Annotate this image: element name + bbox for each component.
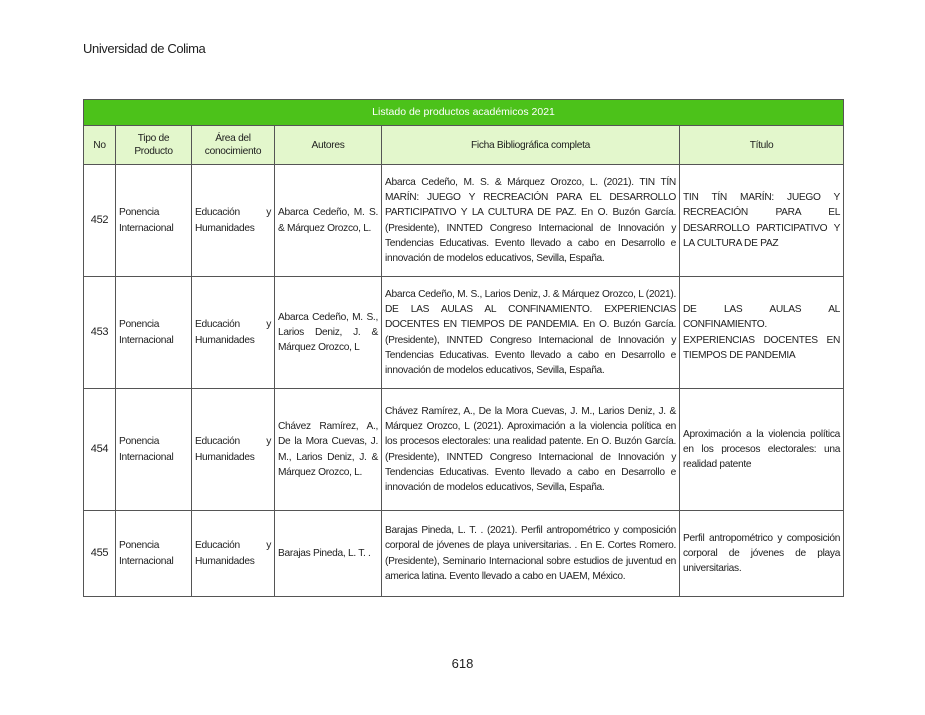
table-row: [84, 165, 844, 277]
row-autores: Abarca Cedeño, M. S. & Márquez Orozco, L.: [275, 165, 382, 277]
row-autores: Abarca Cedeño, M. S., Larios Deniz, J. & Márquez Orozco, L: [275, 277, 382, 389]
table-row: [84, 511, 844, 597]
row-tipo: Ponencia Internacional: [116, 277, 192, 389]
table-row: [84, 389, 844, 511]
column-header-ficha: Ficha Bibliográfica completa: [382, 126, 680, 165]
row-area: Educación y Humanidades: [192, 165, 275, 277]
row-titulo: DE LAS AULAS AL CONFINAMIENTO. EXPERIENCIAS DOCENTES EN TIEMPOS DE PANDEMIA: [680, 277, 844, 389]
row-area: Educación y Humanidades: [192, 277, 275, 389]
row-titulo: Perfil antropométrico y composición corporal de jóvenes de playa universitarias.: [680, 511, 844, 597]
row-ficha: Abarca Cedeño, M. S., Larios Deniz, J. & Márquez Orozco, L (2021). DE LAS AULAS AL CONFINAMIENTO. EXPERIENCIAS DOCENTES EN TIEMPOS DE PANDEMIA. En O. Buzón García. (Presidente), INNTED Congreso Internacional de Innovación y Tendencias Educativas. Evento llevado a cabo en Desarrollo e innovación de modelos educativos, Sevilla, España.: [382, 277, 680, 389]
row-tipo: Ponencia Internacional: [116, 511, 192, 597]
row-ficha: Barajas Pineda, L. T. . (2021). Perfil antropométrico y composición corporal de jóvenes de playa universitarias. . En E. Cortes Romero. (Presidente), Seminario Internacional sobre estudios de juventud en america latina. Evento llevado a cabo en UAEM, México.: [382, 511, 680, 597]
page-number: 618: [451, 656, 474, 671]
column-header-titulo: Título: [680, 126, 844, 165]
row-number: 453: [84, 277, 116, 389]
table-row: [84, 277, 844, 389]
row-ficha: Abarca Cedeño, M. S. & Márquez Orozco, L. (2021). TIN TÍN MARÍN: JUEGO Y RECREACIÓN PARA EL DESARROLLO PARTICIPATIVO Y LA CULTURA DE PAZ. En O. Buzón García. (Presidente), INNTED Congreso Internacional de Innovación y Tendencias Educativas. Evento llevado a cabo en Desarrollo e innovación de modelos educativos, Sevilla, España.: [382, 165, 680, 277]
row-number: 452: [84, 165, 116, 277]
row-titulo: Aproximación a la violencia política en los procesos electorales: una realidad patente: [680, 389, 844, 511]
row-number: 455: [84, 511, 116, 597]
row-ficha: Chávez Ramírez, A., De la Mora Cuevas, J. M., Larios Deniz, J. & Márquez Orozco, L (2021). Aproximación a la violencia política en los procesos electorales: una realidad patente. En O. Buzón García. (Presidente), INNTED Congreso Internacional de Innovación y Tendencias Educativas. Evento llevado a cabo en Desarrollo e innovación de modelos educativos, Sevilla, España.: [382, 389, 680, 511]
table-header-row: [84, 126, 844, 165]
row-tipo: Ponencia Internacional: [116, 165, 192, 277]
column-header-autores: Autores: [275, 126, 382, 165]
row-autores: Chávez Ramírez, A., De la Mora Cuevas, J. M., Larios Deniz, J. & Márquez Orozco, L.: [275, 389, 382, 511]
document-header: Universidad de Colima: [83, 41, 206, 56]
column-header-tipo: Tipo de Producto: [116, 126, 192, 165]
academic-products-table: [83, 99, 844, 597]
row-area: Educación y Humanidades: [192, 511, 275, 597]
row-number: 454: [84, 389, 116, 511]
row-tipo: Ponencia Internacional: [116, 389, 192, 511]
row-titulo: TIN TÍN MARÍN: JUEGO Y RECREACIÓN PARA EL DESARROLLO PARTICIPATIVO Y LA CULTURA DE PAZ: [680, 165, 844, 277]
column-header-no: No: [84, 126, 116, 165]
row-autores: Barajas Pineda, L. T. .: [275, 511, 382, 597]
table-title: Listado de productos académicos 2021: [84, 100, 844, 126]
row-area: Educación y Humanidades: [192, 389, 275, 511]
table-title-row: [84, 100, 844, 126]
column-header-area: Área del conocimiento: [192, 126, 275, 165]
